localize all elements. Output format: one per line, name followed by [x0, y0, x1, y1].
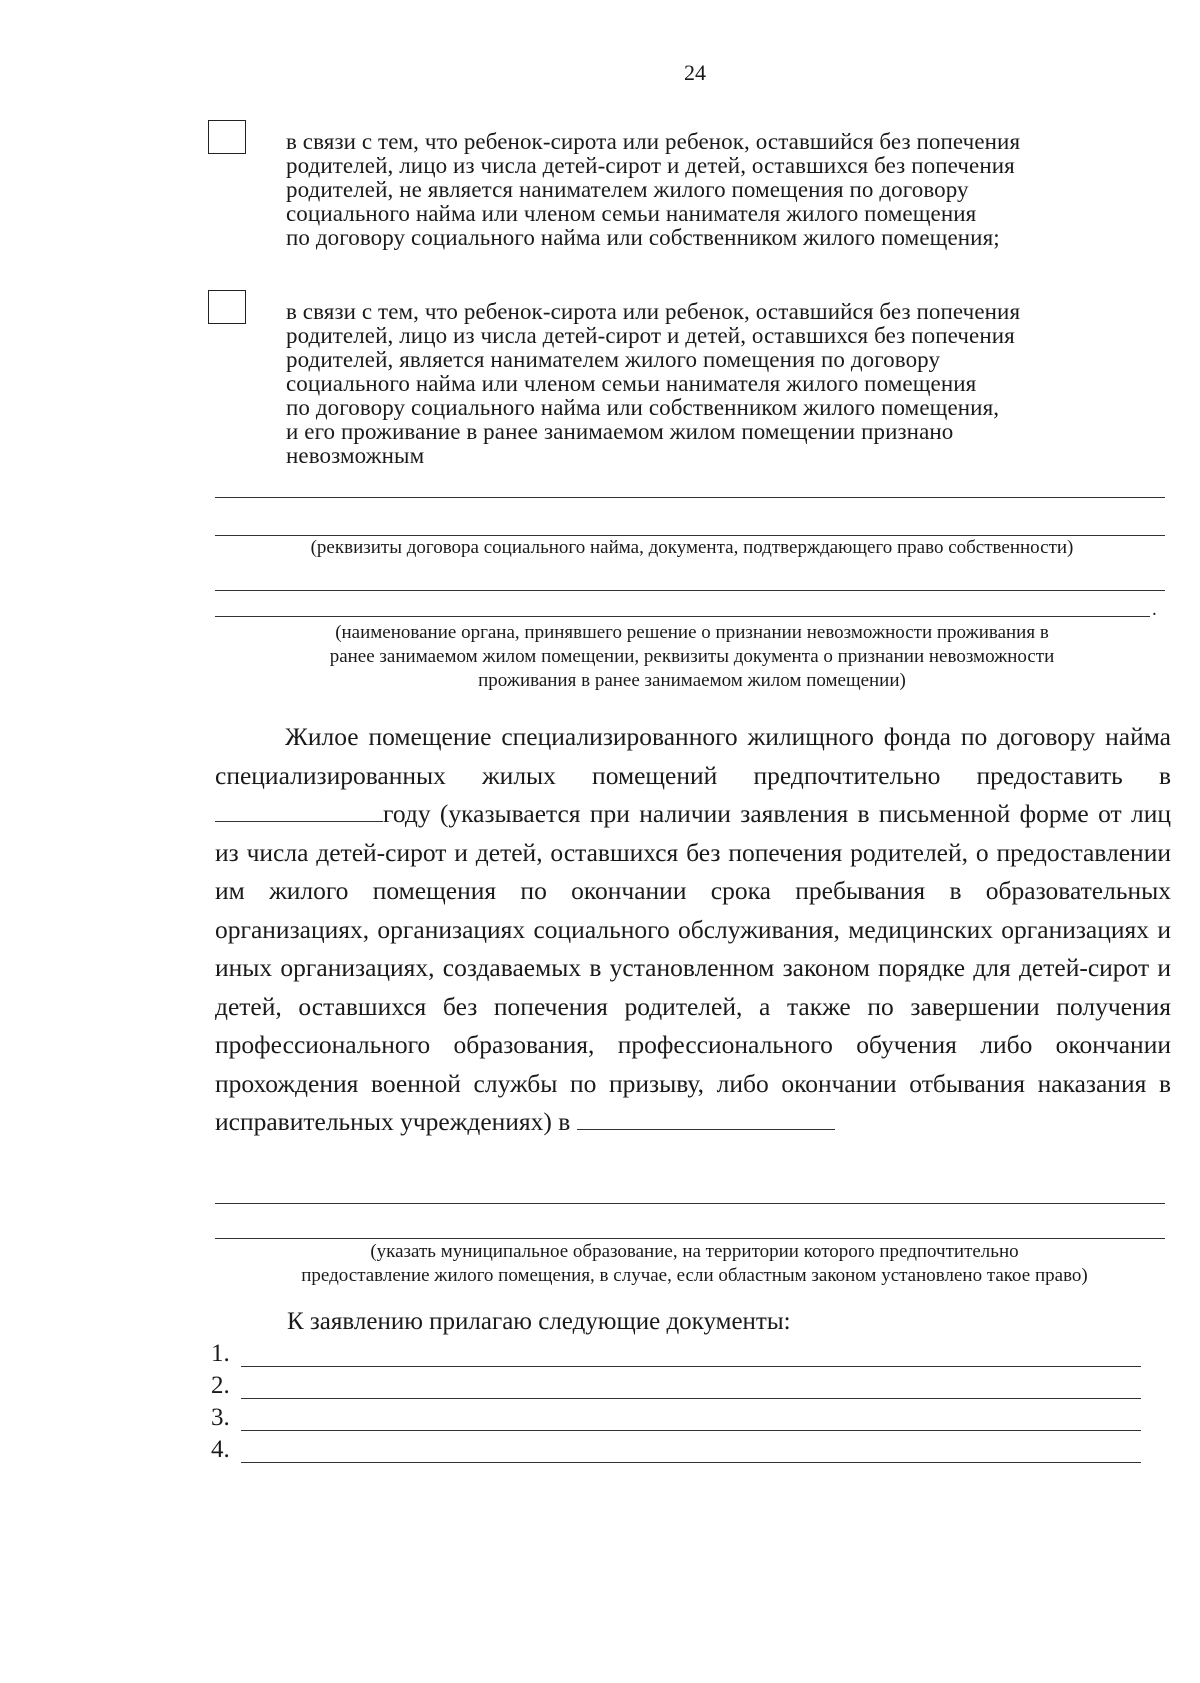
document-number: 3. — [211, 1404, 230, 1431]
option-line: родителей, лицо из числа детей-сирот и детей, оставшихся без попечения — [286, 153, 1015, 178]
option-line: родителей, не является нанимателем жилого помещения по договору — [286, 177, 969, 202]
paragraph-part-2: году (указывается при наличии заявления в письменной форме от лиц из числа детей-сирот и детей, оставшихся без попечения родителей, о предоставлении им жилого помещения по окончании срока пребывания в образовательных организациях, организациях социального обслуживания, медицинских организациях и иных организациях, создаваемых в установленном законом порядке для детей-сирот и детей, оставшихся без попечения родителей, а также по завершении получения профессионального образования, профессионального обучения либо окончании прохождения военной службы по призыву, либо окончании отбывания наказания в исправительных учреждениях) в — [215, 799, 1171, 1136]
document-item-2 — [211, 1372, 1141, 1402]
option-line: социального найма или членом семьи нанимателя жилого помещения — [286, 201, 977, 226]
authority-field-1[interactable] — [215, 590, 1165, 591]
option-line: по договору социального найма или собственником жилого помещения, — [286, 395, 1000, 420]
option-line: родителей, лицо из числа детей-сирот и детей, оставшихся без попечения — [286, 323, 1015, 348]
authority-end-dot: . — [1152, 599, 1157, 620]
document-number: 4. — [211, 1436, 230, 1463]
caption-line: ранее занимаемом жилом помещении, реквизиты документа о признании невозможности — [329, 646, 1055, 667]
document-1-field[interactable] — [241, 1366, 1141, 1367]
option-not-tenant-text — [286, 130, 1166, 250]
caption-line: (указать муниципальное образование, на территории которого предпочтительно — [370, 1241, 1019, 1262]
option-line: родителей, является нанимателем жилого помещения по договору — [286, 347, 941, 372]
municipality-field-inline[interactable] — [577, 1105, 835, 1130]
caption-authority — [212, 621, 1172, 693]
municipality-field-2[interactable] — [215, 1238, 1165, 1239]
document-4-field[interactable] — [241, 1462, 1141, 1463]
caption-line: проживания в ранее занимаемом жилом помещении) — [478, 670, 906, 691]
option-line: в связи с тем, что ребенок-сирота или ребенок, оставшийся без попечения — [286, 299, 1021, 324]
option-line: в связи с тем, что ребенок-сирота или ребенок, оставшийся без попечения — [286, 129, 1021, 154]
document-2-field[interactable] — [241, 1398, 1141, 1399]
option-line: социального найма или членом семьи нанимателя жилого помещения — [286, 371, 977, 396]
paragraph-part-1: Жилое помещение специализированного жилищного фонда по договору найма специализированных жилых помещений предпочтительно предоставить в — [215, 722, 1171, 790]
option-tenant-impossible-checkbox[interactable] — [208, 290, 246, 324]
caption-contract-details: (реквизиты договора социального найма, документа, подтверждающего право собственности) — [310, 537, 1074, 558]
option-tenant-impossible-text — [286, 300, 1166, 468]
option-line: невозможным — [286, 443, 425, 468]
authority-field-2[interactable] — [215, 616, 1150, 617]
caption-line: (наименование органа, принявшего решение о признании невозможности проживания в — [335, 622, 1049, 643]
document-item-1 — [211, 1340, 1141, 1370]
document-item-3 — [211, 1404, 1141, 1434]
preferred-year-field[interactable] — [215, 797, 383, 822]
contract-details-field-1[interactable] — [215, 497, 1165, 498]
option-line: и его проживание в ранее занимаемом жилом помещении признано — [286, 419, 954, 444]
option-line: по договору социального найма или собственником жилого помещения; — [286, 225, 1000, 250]
caption-line: предоставление жилого помещения, в случае, если областным законом установлено такое право) — [301, 1265, 1088, 1286]
document-3-field[interactable] — [241, 1430, 1141, 1431]
document-number: 1. — [211, 1340, 230, 1367]
municipality-field-1[interactable] — [215, 1203, 1165, 1204]
document-item-4 — [211, 1436, 1141, 1466]
page-number: 24 — [684, 60, 706, 85]
preferred-provision-paragraph — [215, 718, 1171, 1142]
option-not-tenant-checkbox[interactable] — [208, 120, 246, 154]
document-number: 2. — [211, 1372, 230, 1399]
caption-municipality — [212, 1240, 1177, 1288]
documents-title: К заявлению прилагаю следующие документы: — [287, 1308, 791, 1335]
